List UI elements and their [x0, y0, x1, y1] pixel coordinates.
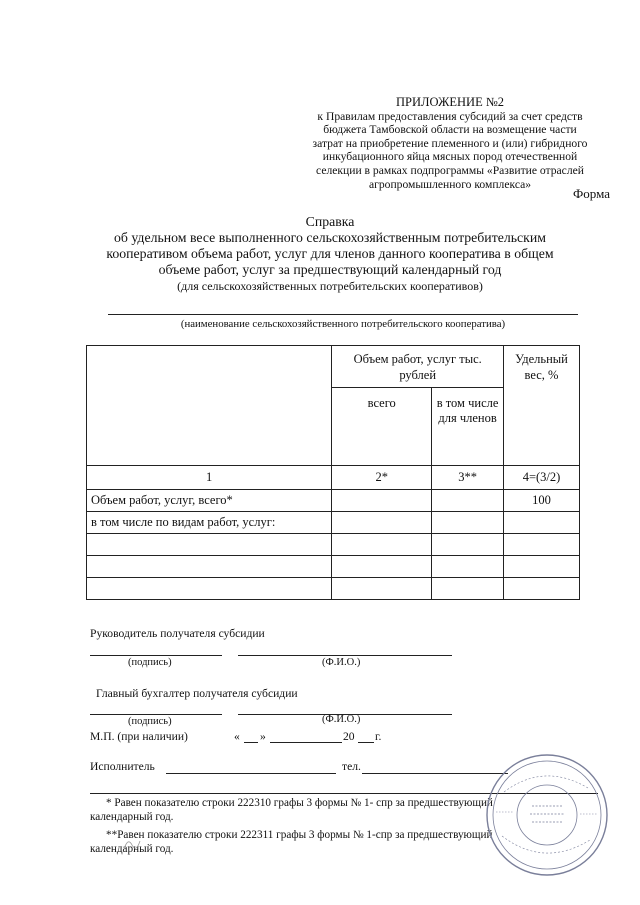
- round-stamp-icon: [484, 752, 610, 878]
- table-cell[interactable]: [504, 534, 580, 556]
- table-cell[interactable]: [332, 534, 432, 556]
- annex-line: агропромышленного комплекса»: [368, 177, 532, 191]
- date-close-quote: »: [260, 730, 266, 743]
- annex-line: селекции в рамках подпрограммы «Развитие отраслей: [316, 163, 584, 177]
- date-year-prefix: 20: [343, 730, 355, 743]
- head-sign-caption: (подпись): [128, 657, 172, 668]
- col-number-4: 4=(3/2): [504, 466, 580, 490]
- phone-label: тел.: [342, 760, 361, 773]
- table-cell[interactable]: [332, 512, 432, 534]
- annex-number: ПРИЛОЖЕНИЕ №2: [395, 95, 505, 109]
- row-total-share: 100: [504, 490, 580, 512]
- annex-header: [284, 96, 616, 191]
- table-cell[interactable]: [87, 534, 332, 556]
- table-cell[interactable]: [87, 556, 332, 578]
- coop-name-caption: (наименование сельскохозяйственного потребительского кооператива): [180, 318, 506, 330]
- table-cell[interactable]: [432, 534, 504, 556]
- date-open-quote: «: [234, 730, 240, 743]
- table-cell[interactable]: [332, 556, 432, 578]
- seal-label: М.П. (при наличии): [90, 730, 188, 743]
- executor-label: Исполнитель: [90, 760, 155, 773]
- table-cell[interactable]: [432, 556, 504, 578]
- table-row: [87, 556, 580, 578]
- table-cell[interactable]: [504, 556, 580, 578]
- accountant-name-caption: (Ф.И.О.): [322, 714, 361, 725]
- accountant-sign-line[interactable]: [90, 714, 222, 715]
- head-name-line[interactable]: [238, 655, 452, 656]
- head-sign-line[interactable]: [90, 655, 222, 656]
- annex-line: к Правилам предоставления субсидий за счет средств: [317, 109, 583, 123]
- table-cell[interactable]: [504, 578, 580, 600]
- header-members: в том числе для членов: [432, 388, 504, 466]
- table-cell[interactable]: [504, 512, 580, 534]
- title-line: об удельном весе выполненного сельскохозяйственным потребительским: [114, 230, 546, 245]
- accountant-sign-caption: (подпись): [128, 716, 172, 727]
- coop-name-line[interactable]: [108, 314, 578, 315]
- row-total-members[interactable]: [432, 490, 504, 512]
- table-cell[interactable]: [432, 578, 504, 600]
- date-year-line[interactable]: [358, 742, 374, 743]
- footnote-2-cont: календарный год.: [90, 843, 174, 855]
- col-number-1: 1: [87, 466, 332, 490]
- header-total: всего: [332, 388, 432, 466]
- row-total-sum[interactable]: [332, 490, 432, 512]
- table-header-empty: [87, 346, 332, 466]
- title-line: кооперативом объема работ, услуг для членов данного кооператива в общем: [106, 246, 554, 261]
- table-row: [87, 578, 580, 600]
- row-by-type-label: в том числе по видам работ, услуг:: [87, 512, 332, 534]
- head-label: Руководитель получателя субсидии: [90, 627, 265, 640]
- head-name-caption: (Ф.И.О.): [322, 657, 361, 668]
- col-number-2: 2*: [332, 466, 432, 490]
- form-label: Форма: [573, 186, 610, 201]
- annex-line: бюджета Тамбовской области на возмещение части: [323, 123, 577, 137]
- date-month-line[interactable]: [270, 742, 342, 743]
- title-heading: Справка: [305, 214, 355, 229]
- executor-name-line[interactable]: [166, 773, 336, 774]
- annex-line: затрат на приобретение племенного и (или) гибридного: [312, 136, 588, 150]
- table-row: [87, 534, 580, 556]
- footnote-2: **Равен показателю строки 222311 графы 3 формы № 1-спр за предшествующий: [106, 829, 493, 841]
- date-year-suffix: г.: [375, 730, 382, 743]
- title-subtitle: (для сельскохозяйственных потребительских кооперативов): [177, 279, 483, 293]
- table-cell[interactable]: [332, 578, 432, 600]
- annex-line: инкубационного яйца мясных пород отечественной: [322, 150, 578, 164]
- title-line: объеме работ, услуг за предшествующий календарный год: [158, 262, 502, 277]
- table-cell[interactable]: [87, 578, 332, 600]
- header-volume: Объем работ, услуг тыс. рублей: [332, 346, 504, 388]
- date-day-line[interactable]: [244, 742, 258, 743]
- row-total-label: Объем работ, услуг, всего*: [87, 490, 332, 512]
- volume-table: [86, 345, 580, 600]
- scribble-mark-icon: [122, 835, 142, 853]
- footnote-1-cont: календарный год.: [90, 811, 174, 823]
- table-cell[interactable]: [432, 512, 504, 534]
- col-number-3: 3**: [432, 466, 504, 490]
- accountant-label: Главный бухгалтер получателя субсидии: [96, 687, 298, 700]
- document-title: [80, 214, 580, 294]
- footnote-1: * Равен показателю строки 222310 графы 3 формы № 1- спр за предшествующий: [106, 797, 493, 809]
- header-share: Удельный вес, %: [504, 346, 580, 466]
